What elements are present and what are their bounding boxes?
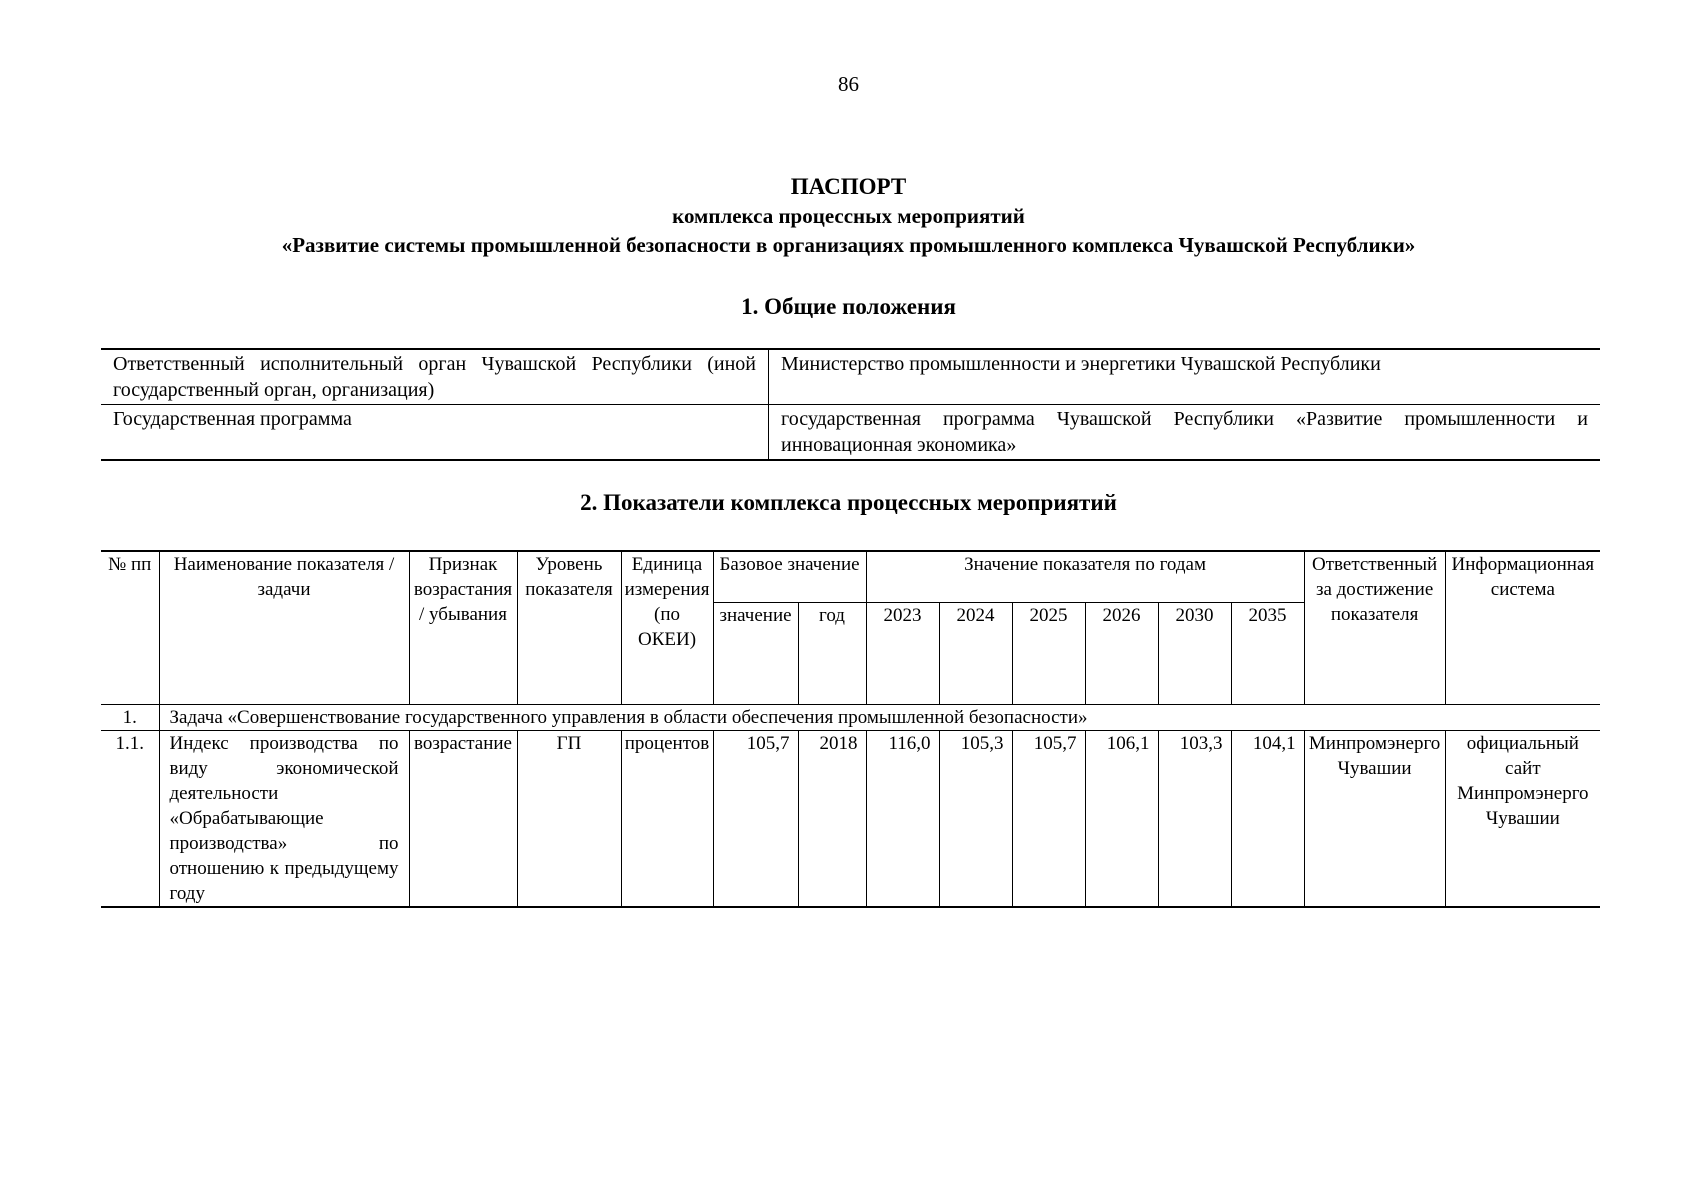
header-num: № пп bbox=[101, 551, 159, 705]
header-row bbox=[101, 551, 1600, 603]
general-provisions-table bbox=[101, 348, 1600, 461]
indicator-num: 1.1. bbox=[101, 731, 159, 908]
indicator-value: 106,1 bbox=[1085, 731, 1158, 908]
indicator-base-year: 2018 bbox=[798, 731, 866, 908]
state-program-value: государственная программа Чувашской Республики «Развитие промышленности и инновационная экономика» bbox=[769, 405, 1601, 461]
state-program-label: Государственная программа bbox=[101, 405, 769, 461]
indicator-info-system: официальный сайт Минпромэнерго Чувашии bbox=[1445, 731, 1600, 908]
header-base: Базовое значение bbox=[713, 551, 866, 603]
document-title bbox=[0, 172, 1697, 260]
title-line-1: ПАСПОРТ bbox=[790, 174, 907, 199]
header-level: Уровень показателя bbox=[517, 551, 621, 705]
indicator-name: Индекс производства по виду экономической деятельности «Обрабатывающие производства» по отношению к предыдущему году bbox=[159, 731, 409, 908]
indicator-responsible: Минпромэнерго Чувашии bbox=[1304, 731, 1445, 908]
header-responsible: Ответственный за достижение показателя bbox=[1304, 551, 1445, 705]
section-2-heading: 2. Показатели комплекса процессных мероприятий bbox=[580, 490, 1117, 515]
title-line-2: комплекса процессных мероприятий bbox=[672, 204, 1025, 228]
task-num: 1. bbox=[101, 705, 159, 731]
indicators-table bbox=[101, 550, 1600, 908]
task-row bbox=[101, 705, 1600, 731]
table-row bbox=[101, 349, 1600, 405]
task-text: Задача «Совершенствование государственного управления в области обеспечения промышленной безопасности» bbox=[159, 705, 1600, 731]
header-base-year: год bbox=[798, 603, 866, 705]
indicator-trend: возрастание bbox=[409, 731, 517, 908]
indicator-value: 104,1 bbox=[1231, 731, 1304, 908]
header-by-years: Значение показателя по годам bbox=[866, 551, 1304, 603]
indicator-value: 116,0 bbox=[866, 731, 939, 908]
title-line-3: «Развитие системы промышленной безопасности в организациях промышленного комплекса Чувашской Республики» bbox=[281, 233, 1416, 257]
indicator-level: ГП bbox=[517, 731, 621, 908]
responsible-body-value: Министерство промышленности и энергетики Чувашской Республики bbox=[769, 349, 1601, 405]
header-year: 2023 bbox=[866, 603, 939, 705]
section-1-heading: 1. Общие положения bbox=[741, 294, 956, 319]
page-number: 86 bbox=[838, 72, 859, 96]
header-name: Наименование показателя / задачи bbox=[159, 551, 409, 705]
header-year: 2024 bbox=[939, 603, 1012, 705]
header-info-system: Информационная система bbox=[1445, 551, 1600, 705]
header-base-value: значение bbox=[713, 603, 798, 705]
header-year: 2030 bbox=[1158, 603, 1231, 705]
indicator-value: 105,7 bbox=[1012, 731, 1085, 908]
indicator-value: 105,3 bbox=[939, 731, 1012, 908]
header-trend: Признак возрастания / убывания bbox=[409, 551, 517, 705]
indicator-value: 103,3 bbox=[1158, 731, 1231, 908]
header-year: 2025 bbox=[1012, 603, 1085, 705]
header-year: 2026 bbox=[1085, 603, 1158, 705]
table-row bbox=[101, 405, 1600, 461]
indicator-base-value: 105,7 bbox=[713, 731, 798, 908]
header-year: 2035 bbox=[1231, 603, 1304, 705]
header-unit: Единица измерения (по ОКЕИ) bbox=[621, 551, 713, 705]
table-row bbox=[101, 731, 1600, 908]
responsible-body-label: Ответственный исполнительный орган Чувашской Республики (иной государственный орган, организация) bbox=[113, 353, 756, 401]
indicator-unit: процентов bbox=[621, 731, 713, 908]
